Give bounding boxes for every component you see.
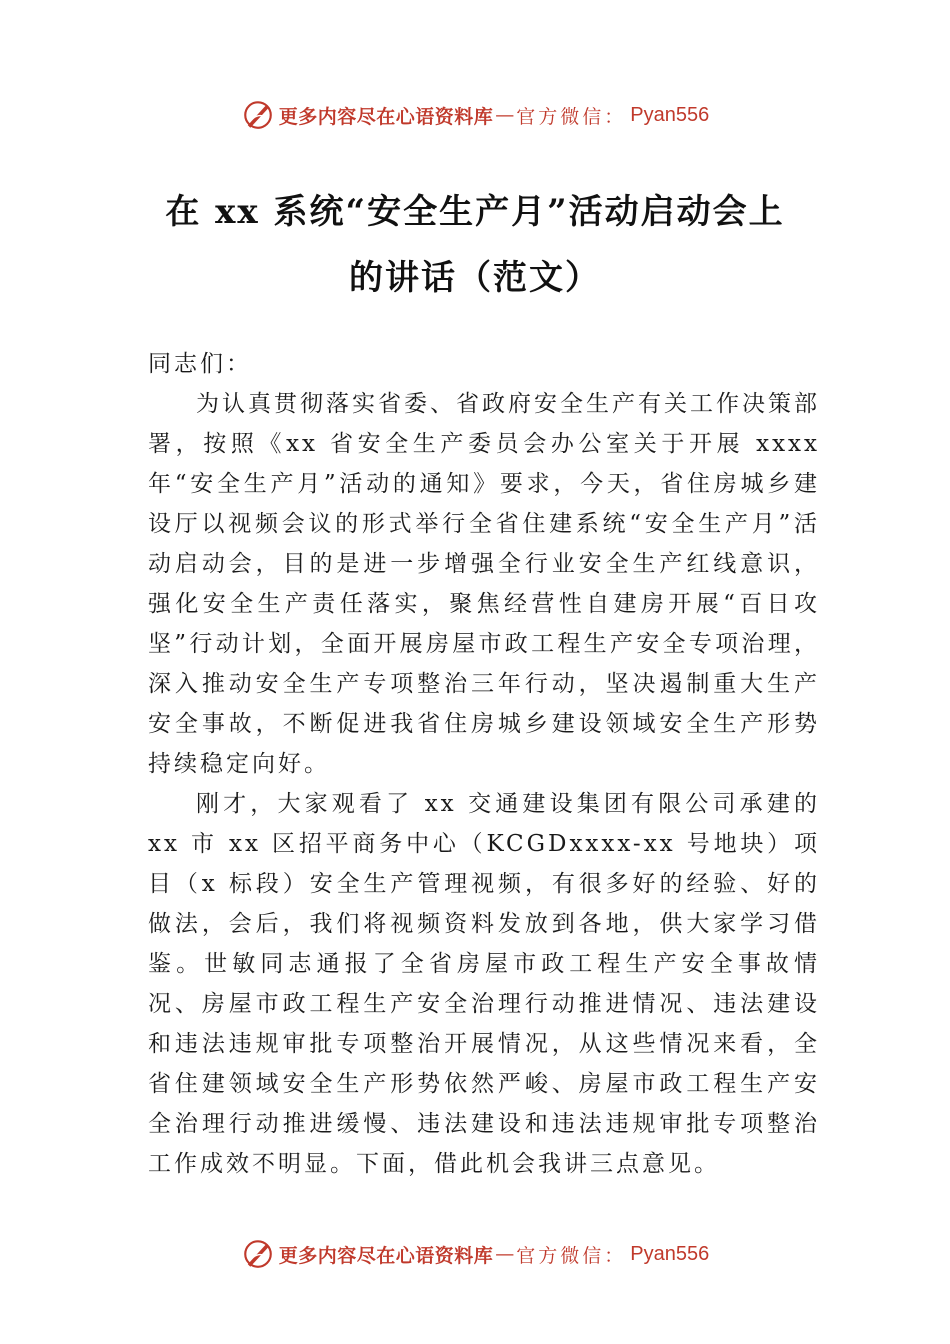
body-paragraph-1: 为认真贯彻落实省委、省政府安全生产有关工作决策部署，按照《xx 省安全生产委员会办公室关于开展 xxxx 年“安全生产月”活动的通知》要求，今天，省住房城乡建设厅以视频会议的形式举行全省住建系统“安全生产月”活动启动会，目的是进一步增强全行业安全生产红线意识，强化安全生产责任落实，聚焦经营性自建房开展“百日攻坚”行动计划，全面开展房屋市政工程生产安全专项治理，深入推动安全生产专项整治三年行动，坚决遏制重大生产安全事故，不断促进我省住房城乡建设领域安全生产形势持续稳定向好。 <box>148 391 820 777</box>
document-title-line1: 在 xx 系统“安全生产月”活动启动会上 <box>165 192 785 232</box>
pen-logo-icon <box>241 1237 275 1271</box>
body-paragraph-2: 刚才，大家观看了 xx 交通建设集团有限公司承建的 xx 市 xx 区招平商务中心（KCGDxxxx-xx 号地块）项目（x 标段）安全生产管理视频，有很多好的经验、好的做法，会后，我们将视频资料发放到各地，供大家学习借鉴。世敏同志通报了全省房屋市政工程生产安全事故情况、房屋市政工程生产安全治理行动推进情况、违法建设和违法违规审批专项整治开展情况，从这些情况来看，全省住建领域安全生产形势依然严峻、房屋市政工程生产安全治理行动推进缓慢、违法建设和违法违规审批专项整治工作成效不明显。下面，借此机会我讲三点意见。 <box>148 791 820 1177</box>
footer-wechat-id: Pyan556 <box>630 1242 710 1265</box>
header-banner <box>0 95 950 135</box>
header-brand: 更多内容尽在心语资料库 <box>278 105 494 128</box>
footer-banner <box>0 1234 950 1274</box>
document-body <box>148 344 820 1184</box>
footer-brand: 更多内容尽在心语资料库 <box>278 1244 494 1267</box>
header-wechat-id: Pyan556 <box>630 103 710 126</box>
document-title-line2: 的讲话（范文） <box>349 258 601 298</box>
pen-logo-icon <box>241 98 275 132</box>
header-wechat-label: 官方微信： <box>516 105 627 128</box>
footer-separator: — <box>495 1243 515 1265</box>
footer-wechat-label: 官方微信： <box>516 1244 627 1267</box>
header-separator: — <box>495 104 515 126</box>
salutation: 同志们： <box>148 351 252 377</box>
